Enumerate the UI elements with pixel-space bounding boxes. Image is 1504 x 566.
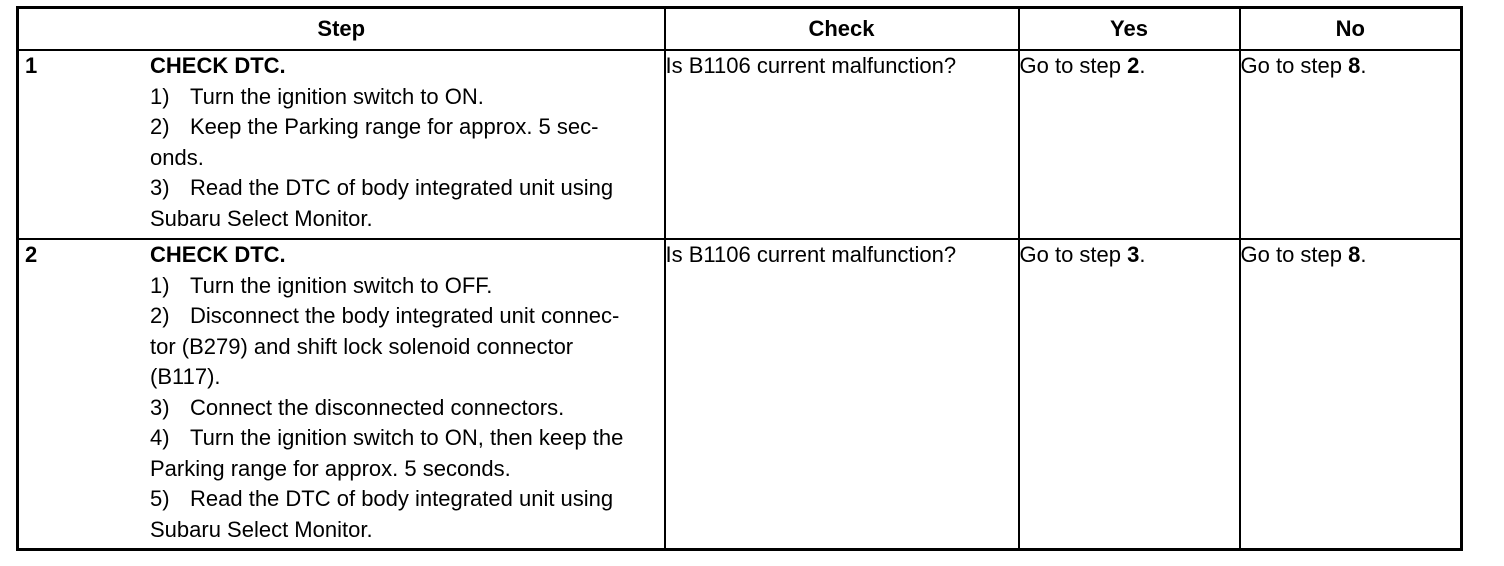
instruction-text: Parking range for approx. 5 seconds.: [150, 455, 511, 481]
step-number: 1: [25, 53, 38, 78]
instruction-number: 1): [150, 272, 170, 298]
instruction-line: [150, 271, 658, 302]
instruction-line: [150, 362, 658, 393]
step-cell: [18, 239, 665, 549]
instruction-text: Connect the disconnected connectors.: [190, 394, 565, 420]
no-cell: [1240, 50, 1462, 239]
no-prefix: Go to step: [1240, 242, 1349, 267]
instruction-text: Disconnect the body integrated unit connec-: [190, 303, 620, 328]
check-cell: Is B1106 current malfunction?: [665, 239, 1019, 549]
instruction-number: 2): [150, 303, 170, 328]
instruction-number: 5): [150, 486, 170, 511]
instruction-line: [150, 515, 658, 546]
instruction-text: Keep the Parking range for approx. 5 sec-: [190, 114, 599, 139]
table-header-row: [18, 8, 1462, 51]
instruction-number: 2): [150, 114, 170, 139]
no-prefix: Go to step: [1240, 53, 1349, 78]
diagnostic-procedure-table: [16, 6, 1463, 551]
instruction-number: 3): [150, 394, 170, 420]
step-number: 2: [25, 242, 38, 267]
no-suffix: .: [1360, 53, 1367, 78]
instruction-text: (B117).: [150, 364, 221, 389]
instruction-number: 3): [150, 175, 170, 200]
instruction-text: Turn the ignition switch to OFF.: [190, 272, 493, 298]
instruction-line: [150, 454, 658, 485]
table-row: [18, 50, 1462, 239]
instruction-line: [150, 143, 658, 174]
yes-suffix: .: [1139, 242, 1146, 267]
yes-cell: [1019, 50, 1240, 239]
yes-prefix: Go to step: [1019, 53, 1128, 78]
instruction-text: Turn the ignition switch to ON.: [190, 83, 484, 109]
instruction-line: [150, 82, 658, 113]
yes-prefix: Go to step: [1019, 242, 1128, 267]
no-cell: [1240, 239, 1462, 549]
instruction-line: [150, 204, 658, 235]
instruction-text: Subaru Select Monitor.: [150, 516, 373, 542]
instruction-number: 4): [150, 425, 170, 450]
no-step-ref: 8: [1348, 242, 1361, 267]
instruction-line: [150, 423, 658, 454]
yes-cell: [1019, 239, 1240, 549]
instruction-text: onds.: [150, 144, 204, 170]
yes-suffix: .: [1139, 53, 1146, 78]
instruction-line: [150, 393, 658, 424]
yes-step-ref: 3: [1127, 242, 1140, 267]
header-step: Step: [18, 8, 665, 51]
step-title: CHECK DTC.: [150, 242, 286, 267]
table-row: [18, 239, 1462, 549]
header-no: No: [1240, 8, 1462, 51]
instruction-text: Turn the ignition switch to ON, then keep the: [190, 425, 624, 450]
no-suffix: .: [1360, 242, 1367, 267]
instruction-line: [150, 332, 658, 363]
header-yes: Yes: [1019, 8, 1240, 51]
yes-step-ref: 2: [1127, 53, 1140, 78]
step-title: CHECK DTC.: [150, 53, 286, 78]
instruction-number: 1): [150, 83, 170, 109]
instruction-line: [150, 301, 658, 332]
instruction-line: [150, 484, 658, 515]
header-check: Check: [665, 8, 1019, 51]
instruction-text: Subaru Select Monitor.: [150, 205, 373, 231]
instruction-text: tor (B279) and shift lock solenoid connector: [150, 333, 574, 359]
check-cell: Is B1106 current malfunction?: [665, 50, 1019, 239]
instruction-text: Read the DTC of body integrated unit using: [190, 486, 614, 511]
instruction-line: [150, 112, 658, 143]
instruction-line: [150, 173, 658, 204]
no-step-ref: 8: [1348, 53, 1361, 78]
instruction-text: Read the DTC of body integrated unit using: [190, 175, 614, 200]
step-cell: [18, 50, 665, 239]
